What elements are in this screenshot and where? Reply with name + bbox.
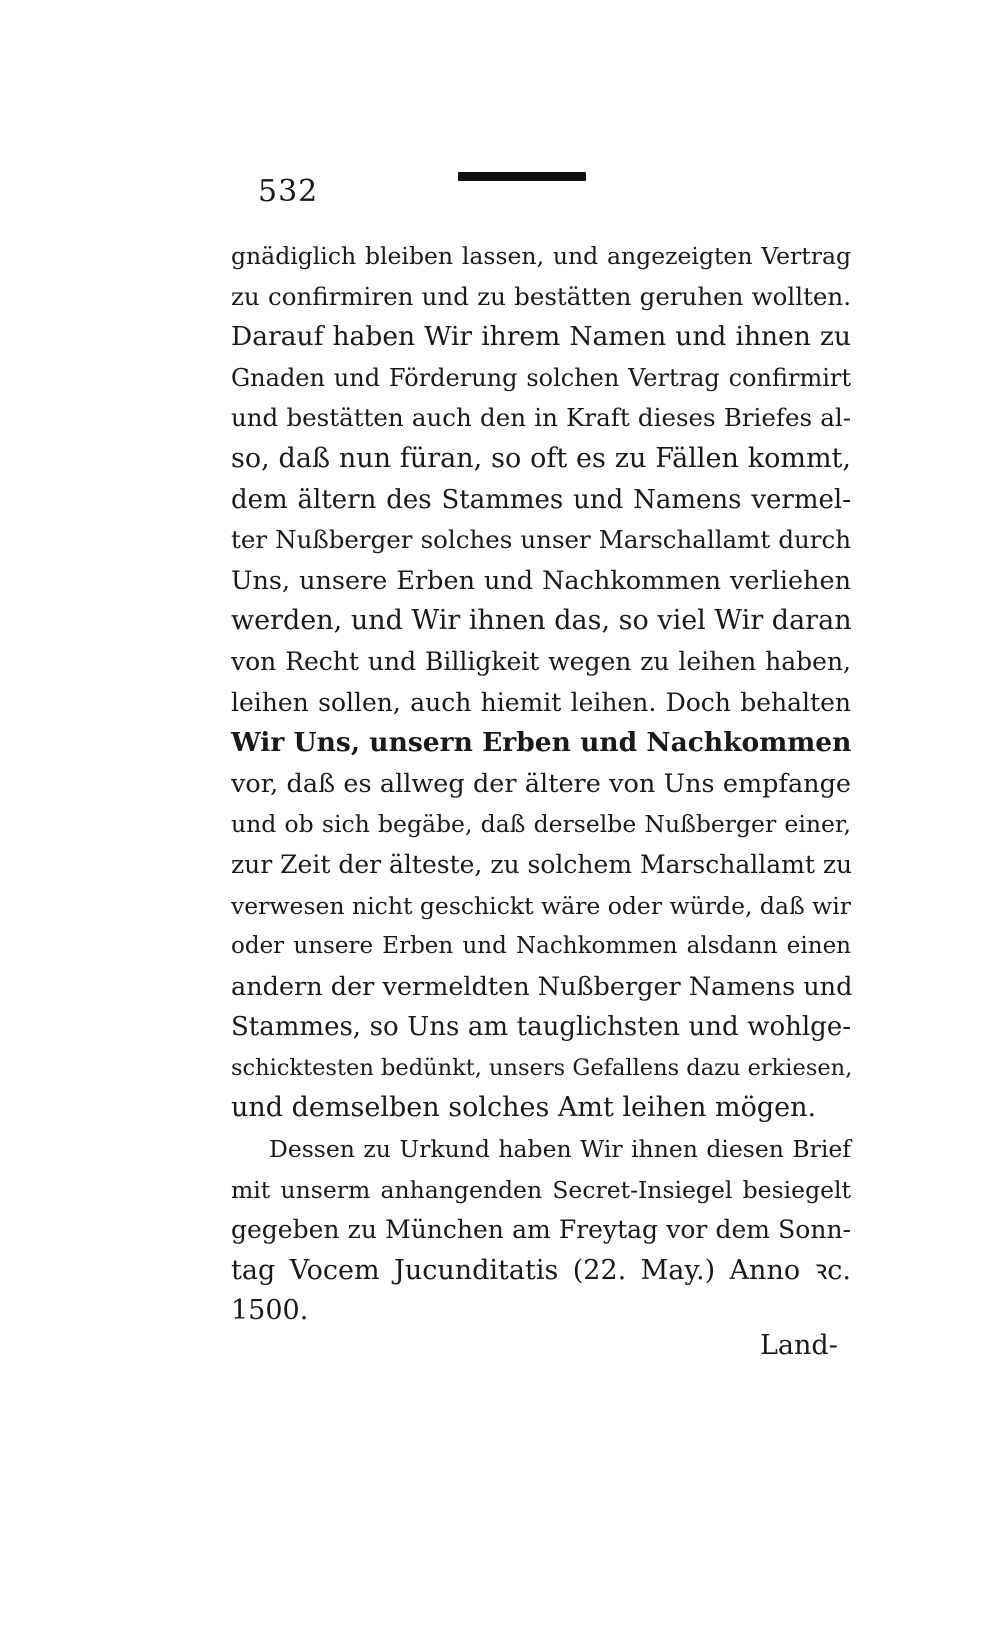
text-line: Uns, unsere Erben und Nachkommen verliehen [231, 565, 851, 596]
text-line: Stammes, so Uns am tauglichsten und wohlge- [231, 1012, 851, 1043]
text-line: leihen sollen, auch hiemit leihen. Doch behalten [231, 687, 851, 717]
page-number: 532 [258, 174, 319, 209]
text-line: Gnaden und Förderung solchen Vertrag confirmirt [231, 363, 851, 392]
text-line: gegeben zu München am Freytag vor dem Sonn- [231, 1215, 851, 1245]
header-rule [458, 172, 586, 181]
text-line: zur Zeit der älteste, zu solchem Marschallamt zu [231, 849, 853, 879]
text-line: 1500. [231, 1295, 309, 1327]
text-line: andern der vermeldten Nußberger Namens und [231, 971, 853, 1002]
text-line: verwesen nicht geschickt wäre oder würde, daß wir [231, 891, 852, 920]
paragraph [231, 1129, 851, 1332]
text-line: Dessen zu Urkund haben Wir ihnen diesen Brief [269, 1135, 851, 1164]
text-line: von Recht und Billigkeit wegen zu leihen haben, [231, 646, 851, 676]
text-line: und bestätten auch den in Kraft dieses Briefes al- [231, 403, 851, 433]
text-line: Darauf haben Wir ihrem Namen und ihnen zu [231, 321, 851, 353]
text-line: ter Nußberger solches unser Marschallamt durch [231, 525, 851, 555]
text-line: zu confirmiren und zu bestätten geruhen wollten. [231, 281, 851, 311]
catchword: Land- [760, 1330, 838, 1361]
text-line: schicktesten bedünkt, unsers Gefallens dazu erkiesen, [231, 1054, 853, 1081]
text-line: dem ältern des Stammes und Namens vermel- [231, 484, 851, 515]
text-line: vor, daß es allweg der ältere von Uns empfange [231, 768, 851, 799]
text-line: oder unsere Erben und Nachkommen alsdann einen [231, 933, 851, 960]
text-line-emphasis: Wir Uns, unsern Erben und Nachkommen [231, 727, 852, 759]
text-line: so, daß nun füran, so oft es zu Fällen kommt, [231, 442, 851, 474]
text-line: und ob sich begäbe, daß derselbe Nußberger einer, [231, 810, 851, 839]
text-line: mit unserm anhangenden Secret-Insiegel besiegelt [231, 1175, 851, 1204]
text-line: werden, und Wir ihnen das, so viel Wir daran [231, 605, 852, 637]
text-line: gnädiglich bleiben lassen, und angezeigten Vertrag [231, 242, 851, 270]
body-text [231, 236, 851, 1332]
text-line: und demselben solches Amt leihen mögen. [231, 1092, 817, 1124]
text-line: tag Vocem Jucunditatis (22. May.) Anno ꝛc. [231, 1254, 851, 1286]
paragraph [231, 236, 851, 1129]
